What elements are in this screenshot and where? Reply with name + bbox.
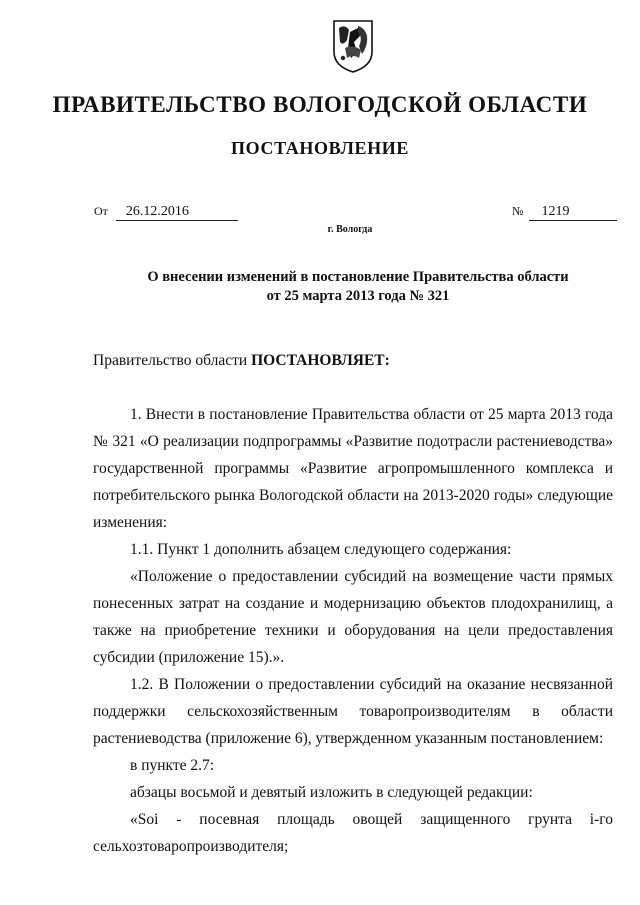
paragraph-1: 1. Внести в постановление Правительства области от 25 марта 2013 года № 321 «О реализации подпрограммы «Развитие подотрасли растениеводства» государственной программы «Развитие агропромышленного комплекса и потребительского рынка Вологодской области на 2013-2020 годы» следующие изменения:	[93, 406, 613, 531]
number-prefix: №	[512, 204, 524, 218]
document-subject	[0, 268, 640, 306]
paragraph-1-2: 1.2. В Положении о предоставлении субсидий на оказание несвязанной поддержки сельскохозяйственным товаропроизводителям в области растениеводства (приложение 6), утвержденном указанным постановлением:	[93, 676, 613, 747]
paragraph-quote-2: «Soi - посевная площадь овощей защищенного грунта i-го сельхозтоваропроизводителя;	[93, 811, 613, 855]
paragraph-1-1: 1.1. Пункт 1 дополнить абзацем следующего содержания:	[130, 541, 512, 558]
document-number: 1219	[529, 204, 617, 221]
city-label: г. Вологда	[327, 224, 373, 235]
document-date: 26.12.2016	[116, 204, 238, 221]
number-line	[512, 204, 617, 221]
paragraph-item-2-7: в пункте 2.7:	[130, 757, 215, 774]
coat-of-arms-emblem	[331, 18, 375, 74]
subject-line-1: О внесении изменений в постановление Правительства области	[147, 269, 569, 285]
subject-line-2: от 25 марта 2013 года № 321	[266, 288, 450, 304]
paragraph-edit-instruction: абзацы восьмой и девятый изложить в следующей редакции:	[130, 784, 533, 801]
preamble-bold: ПОСТАНОВЛЯЕТ:	[251, 352, 390, 369]
paragraph-quote-1: «Положение о предоставлении субсидий на возмещение части прямых понесенных затрат на создание и модернизацию объектов плодохранилищ, а также на приобретение техники и оборудования на цели предоставления субсидии (приложение 15).».	[93, 568, 613, 666]
preamble-text: Правительство области	[93, 352, 252, 369]
preamble	[93, 352, 390, 370]
document-type: ПОСТАНОВЛЕНИЕ	[231, 138, 409, 158]
document-body	[93, 401, 613, 860]
date-line	[94, 204, 238, 221]
date-prefix: От	[94, 204, 108, 218]
government-title: ПРАВИТЕЛЬСТВО ВОЛОГОДСКОЙ ОБЛАСТИ	[52, 92, 588, 117]
